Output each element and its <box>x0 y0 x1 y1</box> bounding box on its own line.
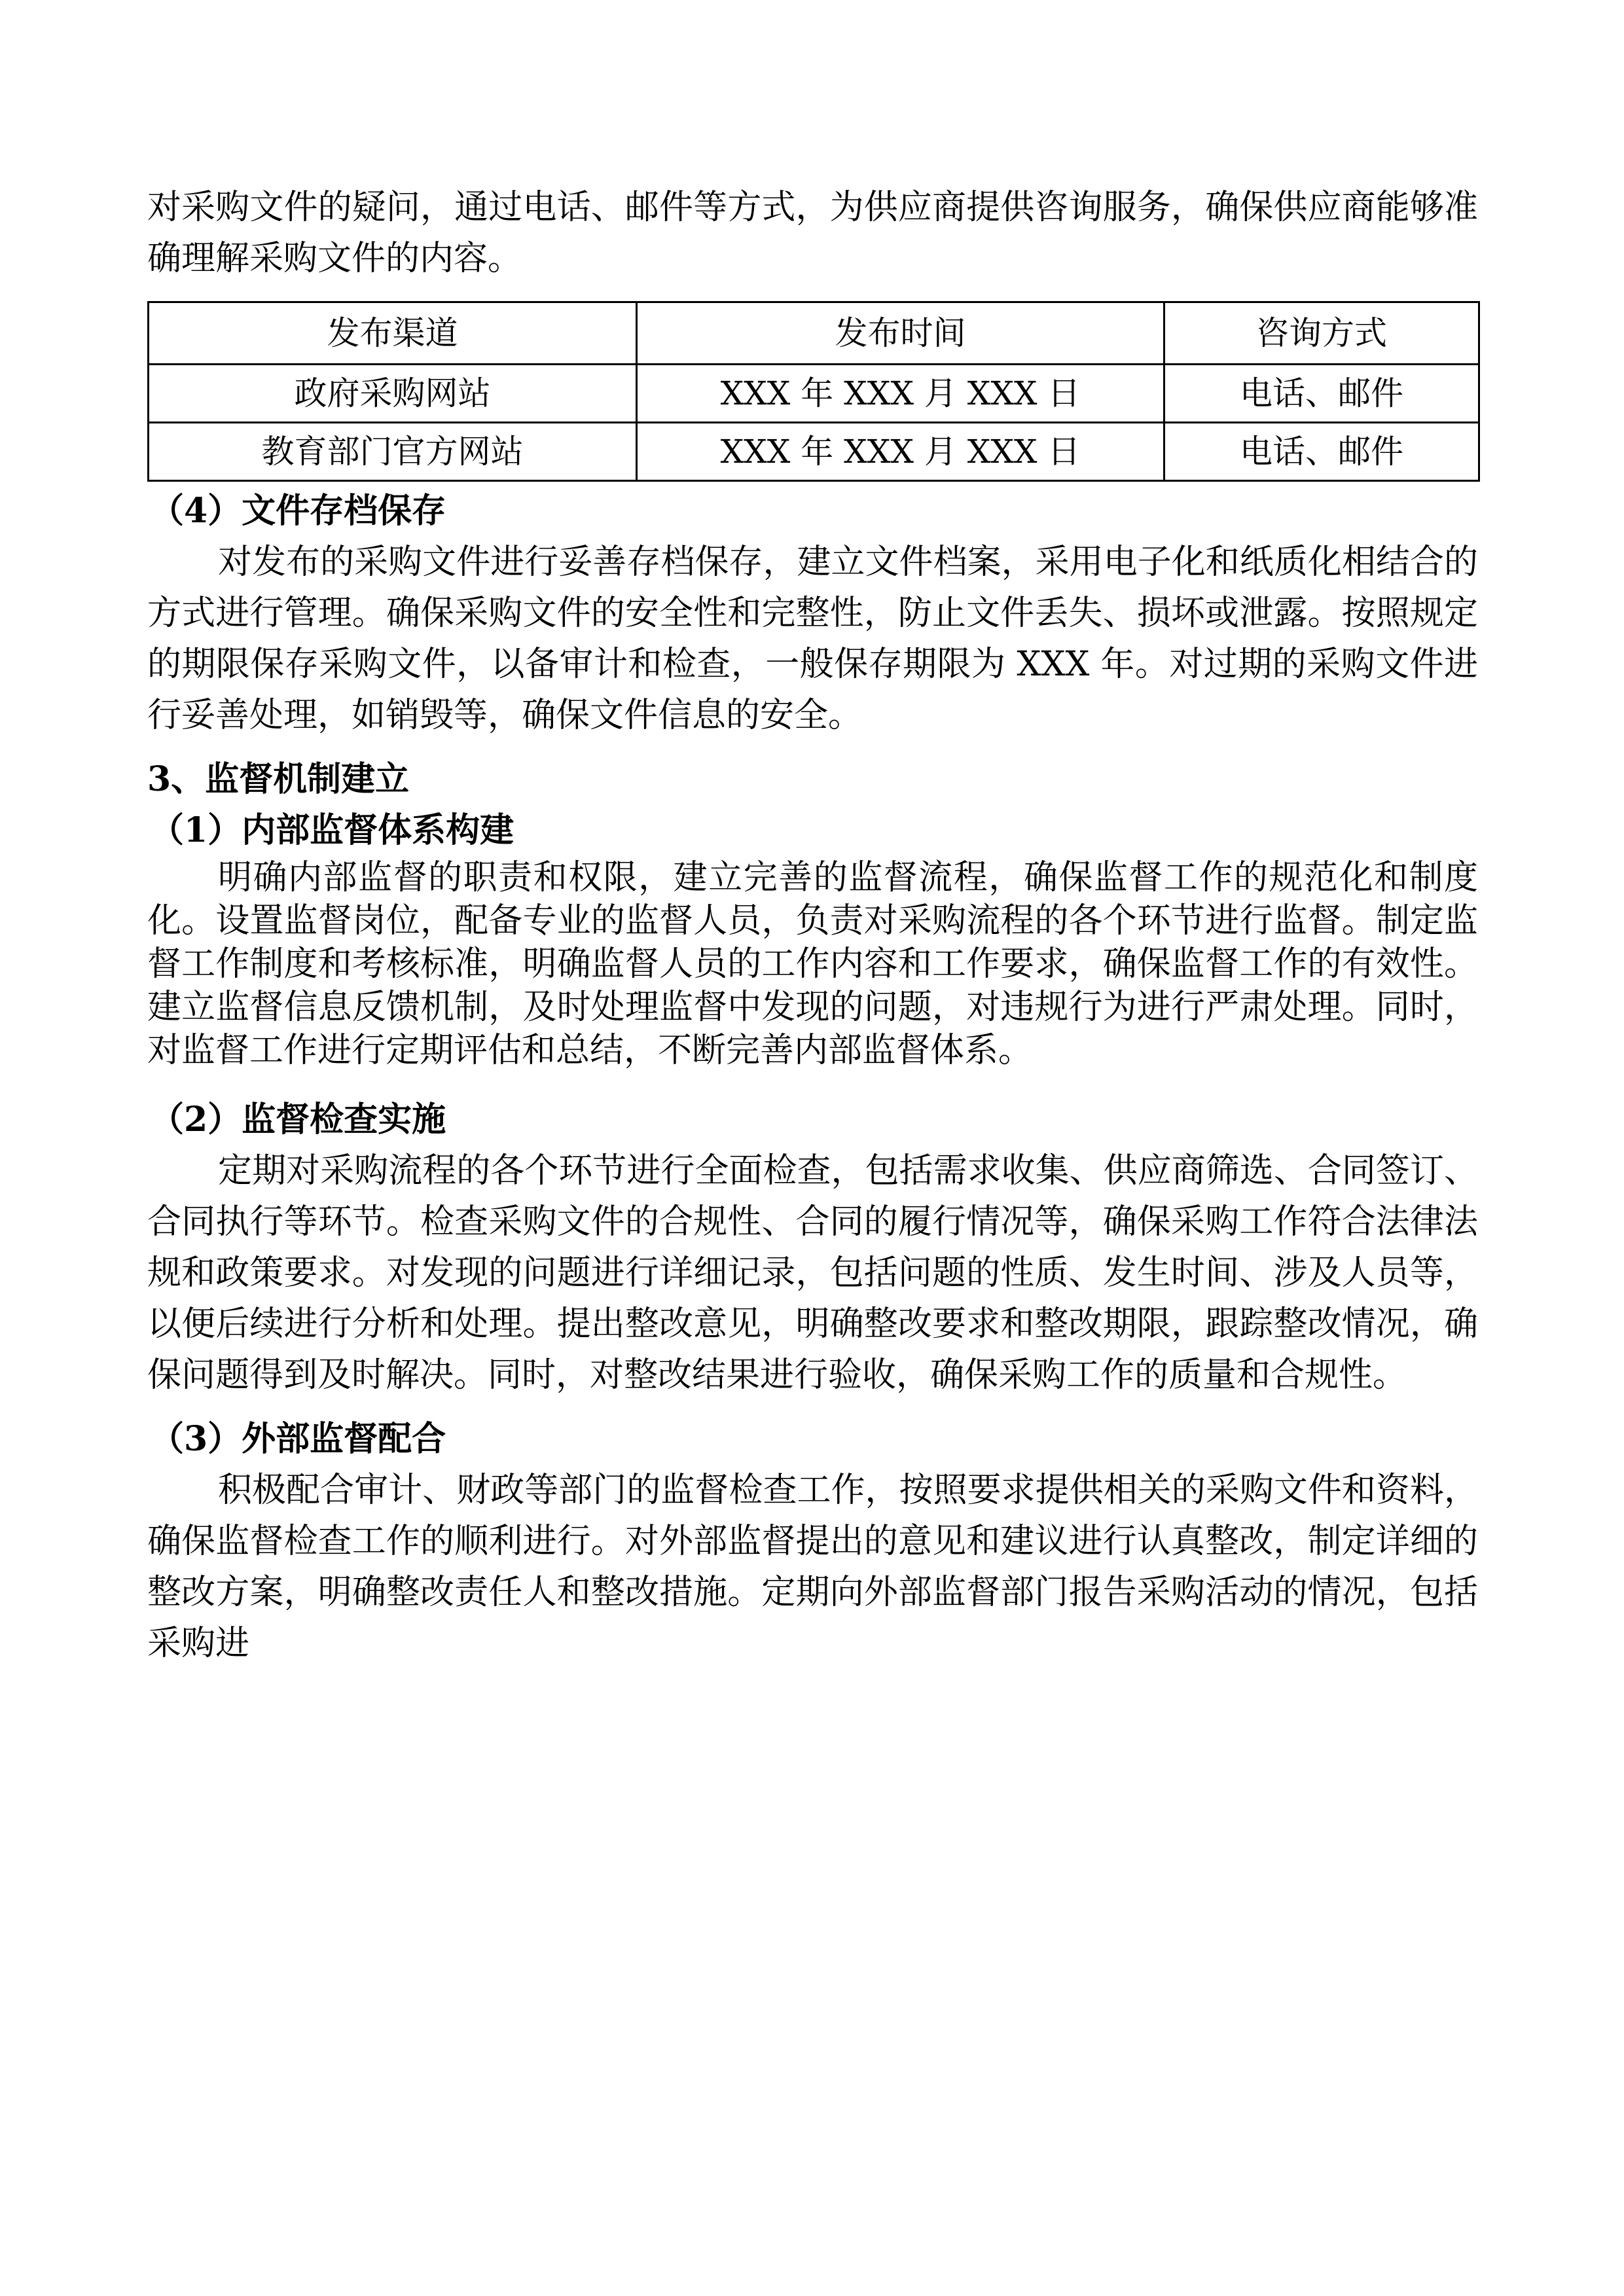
table-row <box>149 365 1479 423</box>
publication-channel-table <box>147 301 1480 482</box>
section-heading-internal-supervision: （1）内部监督体系构建 <box>150 810 514 850</box>
section-heading-file-archiving: （4）文件存档保存 <box>150 491 446 531</box>
section-heading-supervision-inspection: （2）监督检查实施 <box>150 1100 446 1139</box>
table-cell-time: XXX 年 XXX 月 XXX 日 <box>637 423 1164 481</box>
table-row <box>149 423 1479 481</box>
table-header-cell-contact: 咨询方式 <box>1164 302 1479 365</box>
table-cell-channel: 教育部门官方网站 <box>149 423 637 481</box>
table-cell-contact: 电话、邮件 <box>1164 365 1479 423</box>
table-header-cell-time: 发布时间 <box>637 302 1164 365</box>
table-header-row <box>149 302 1479 365</box>
table-cell-time: XXX 年 XXX 月 XXX 日 <box>637 365 1164 423</box>
spacer <box>147 1401 1478 1414</box>
section-heading-external-supervision: （3）外部监督配合 <box>150 1419 446 1459</box>
table-cell-contact: 电话、邮件 <box>1164 423 1479 481</box>
section-body-internal-supervision: 明确内部监督的职责和权限，建立完善的监督流程，确保监督工作的规范化和制度化。设置监督岗位，配备专业的监督人员，负责对采购流程的各个环节进行监督。制定监督工作制度和考核标准，明确监督人员的工作内容和工作要求，确保监督工作的有效性。建立监督信息反馈机制，及时处理监督中发现的问题，对违规行为进行严肃处理。同时，对监督工作进行定期评估和总结，不断完善内部监督体系。 <box>147 858 1478 1070</box>
section-body-supervision-inspection: 定期对采购流程的各个环节进行全面检查，包括需求收集、供应商筛选、合同签订、合同执行等环节。检查采购文件的合规性、合同的履行情况等，确保采购工作符合法律法规和政策要求。对发现的问题进行详细记录，包括问题的性质、发生时间、涉及人员等，以便后续进行分析和处理。提出整改意见，明确整改要求和整改期限，跟踪整改情况，确保问题得到及时解决。同时，对整改结果进行验收，确保采购工作的质量和合规性。 <box>147 1151 1478 1395</box>
section-body-file-archiving: 对发布的采购文件进行妥善存档保存，建立文件档案，采用电子化和纸质化相结合的方式进行管理。确保采购文件的安全性和完整性，防止文件丢失、损坏或泄露。按照规定的期限保存采购文件，以备审计和检查，一般保存期限为 XXX 年。对过期的采购文件进行妥善处理，如销毁等，确保文件信息的安全。 <box>147 543 1478 735</box>
spacer <box>147 741 1478 754</box>
intro-paragraph: 对采购文件的疑问，通过电话、邮件等方式，为供应商提供咨询服务，确保供应商能够准确理解采购文件的内容。 <box>147 188 1478 278</box>
page-content <box>147 182 1478 1669</box>
table-cell-channel: 政府采购网站 <box>149 365 637 423</box>
spacer <box>147 1072 1478 1094</box>
table-header-cell-channel: 发布渠道 <box>149 302 637 365</box>
section-heading-supervision-mechanism: 3、监督机制建立 <box>147 759 410 799</box>
section-body-external-supervision: 积极配合审计、财政等部门的监督检查工作，按照要求提供相关的采购文件和资料，确保监督检查工作的顺利进行。对外部监督提出的意见和建议进行认真整改，制定详细的整改方案，明确整改责任人和整改措施。定期向外部监督部门报告采购活动的情况，包括采购进 <box>147 1471 1478 1663</box>
